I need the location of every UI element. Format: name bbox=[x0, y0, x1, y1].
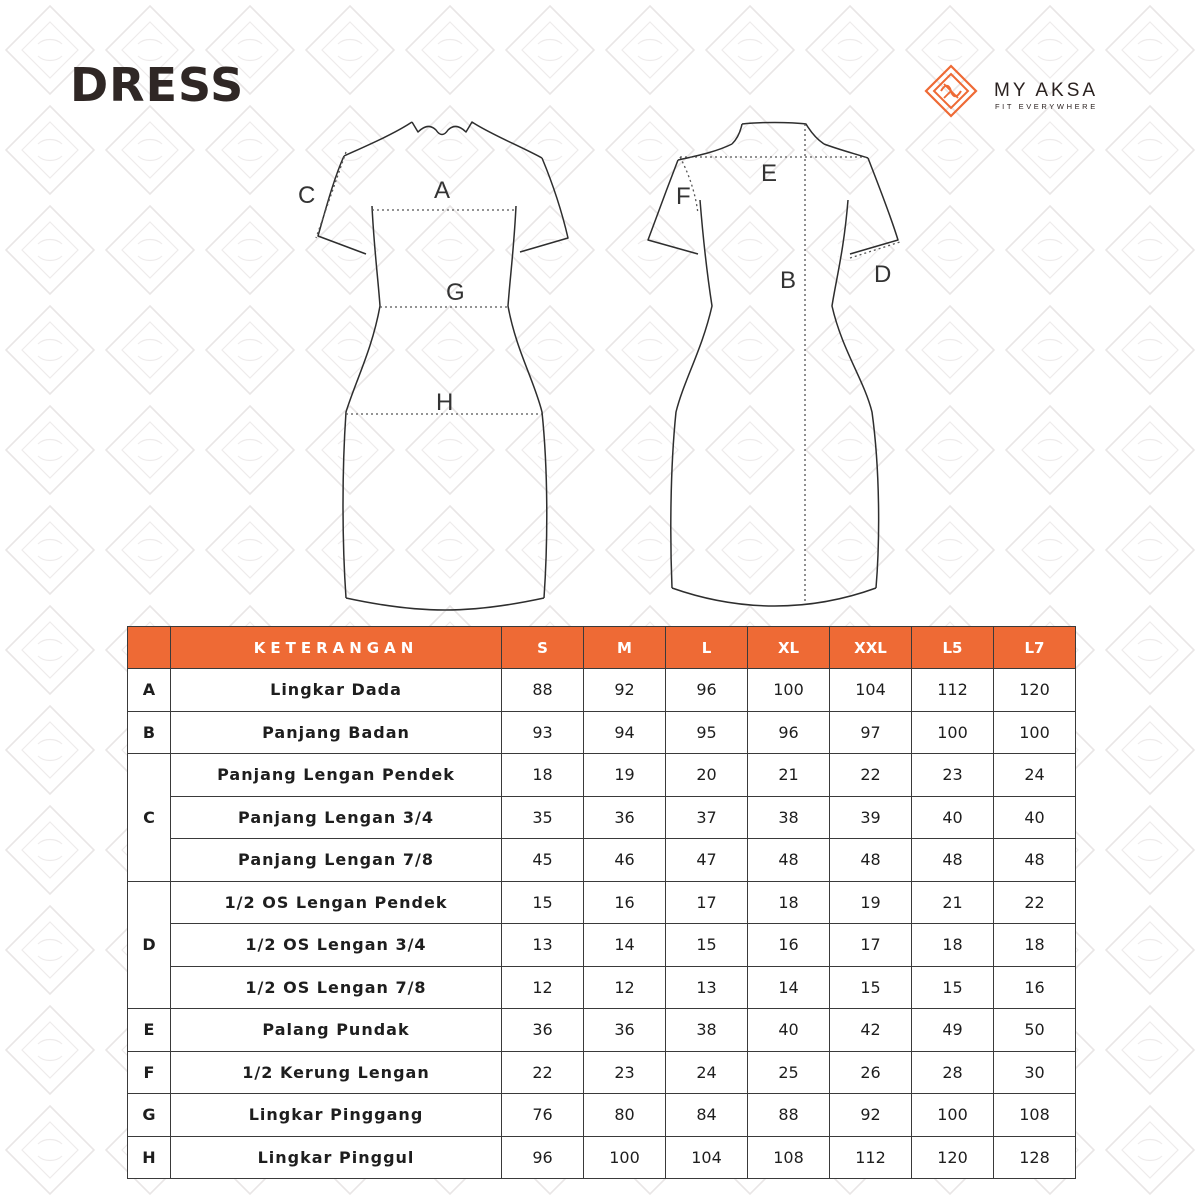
size-value-cell: 40 bbox=[912, 796, 994, 839]
size-value-cell: 19 bbox=[830, 881, 912, 924]
header-size: XXL bbox=[830, 627, 912, 669]
header-size: L bbox=[666, 627, 748, 669]
header-size: L7 bbox=[994, 627, 1076, 669]
size-value-cell: 23 bbox=[912, 754, 994, 797]
measure-label-cell: 1/2 OS Lengan Pendek bbox=[171, 881, 502, 924]
size-value-cell: 17 bbox=[666, 881, 748, 924]
header-keterangan: KETERANGAN bbox=[171, 627, 502, 669]
size-value-cell: 38 bbox=[748, 796, 830, 839]
header-size: S bbox=[502, 627, 584, 669]
measure-label-cell: Panjang Lengan 3/4 bbox=[171, 796, 502, 839]
size-value-cell: 100 bbox=[994, 711, 1076, 754]
measure-code-cell: A bbox=[128, 669, 171, 712]
size-value-cell: 108 bbox=[994, 1094, 1076, 1137]
table-row bbox=[128, 1136, 1076, 1179]
size-value-cell: 17 bbox=[830, 924, 912, 967]
label-a: A bbox=[434, 177, 451, 204]
brand-name: MY AKSA bbox=[994, 80, 1099, 101]
label-d: D bbox=[874, 261, 892, 288]
size-value-cell: 112 bbox=[912, 669, 994, 712]
measure-code-cell: B bbox=[128, 711, 171, 754]
size-value-cell: 38 bbox=[666, 1009, 748, 1052]
size-value-cell: 97 bbox=[830, 711, 912, 754]
size-value-cell: 16 bbox=[584, 881, 666, 924]
size-value-cell: 15 bbox=[502, 881, 584, 924]
size-value-cell: 21 bbox=[912, 881, 994, 924]
size-value-cell: 19 bbox=[584, 754, 666, 797]
size-value-cell: 96 bbox=[748, 711, 830, 754]
size-value-cell: 13 bbox=[666, 966, 748, 1009]
table-row bbox=[128, 669, 1076, 712]
size-value-cell: 48 bbox=[912, 839, 994, 882]
table-row bbox=[128, 796, 1076, 839]
size-value-cell: 37 bbox=[666, 796, 748, 839]
measure-label-cell: Lingkar Pinggang bbox=[171, 1094, 502, 1137]
size-value-cell: 96 bbox=[502, 1136, 584, 1179]
measure-label-cell: 1/2 OS Lengan 3/4 bbox=[171, 924, 502, 967]
size-value-cell: 88 bbox=[502, 669, 584, 712]
size-value-cell: 14 bbox=[748, 966, 830, 1009]
size-value-cell: 46 bbox=[584, 839, 666, 882]
size-value-cell: 48 bbox=[748, 839, 830, 882]
measure-label-cell: Panjang Lengan 7/8 bbox=[171, 839, 502, 882]
measure-label-cell: 1/2 Kerung Lengan bbox=[171, 1051, 502, 1094]
table-row bbox=[128, 1051, 1076, 1094]
header-size: L5 bbox=[912, 627, 994, 669]
size-value-cell: 108 bbox=[748, 1136, 830, 1179]
size-value-cell: 24 bbox=[666, 1051, 748, 1094]
size-value-cell: 40 bbox=[748, 1009, 830, 1052]
size-value-cell: 12 bbox=[502, 966, 584, 1009]
measure-label-cell: 1/2 OS Lengan 7/8 bbox=[171, 966, 502, 1009]
size-value-cell: 15 bbox=[912, 966, 994, 1009]
size-value-cell: 104 bbox=[830, 669, 912, 712]
size-chart-table bbox=[127, 626, 1076, 1179]
label-g: G bbox=[446, 279, 465, 306]
size-value-cell: 95 bbox=[666, 711, 748, 754]
front-measure-lines bbox=[316, 152, 542, 414]
table-header-row bbox=[128, 627, 1076, 669]
size-value-cell: 94 bbox=[584, 711, 666, 754]
size-value-cell: 22 bbox=[994, 881, 1076, 924]
size-value-cell: 48 bbox=[830, 839, 912, 882]
size-value-cell: 128 bbox=[994, 1136, 1076, 1179]
size-value-cell: 13 bbox=[502, 924, 584, 967]
size-value-cell: 93 bbox=[502, 711, 584, 754]
table-row bbox=[128, 1094, 1076, 1137]
table-row bbox=[128, 966, 1076, 1009]
size-value-cell: 42 bbox=[830, 1009, 912, 1052]
measure-label-cell: Panjang Badan bbox=[171, 711, 502, 754]
size-value-cell: 14 bbox=[584, 924, 666, 967]
size-value-cell: 23 bbox=[584, 1051, 666, 1094]
table-row bbox=[128, 754, 1076, 797]
size-value-cell: 100 bbox=[584, 1136, 666, 1179]
size-value-cell: 18 bbox=[502, 754, 584, 797]
measure-label-cell: Panjang Lengan Pendek bbox=[171, 754, 502, 797]
label-c: C bbox=[298, 182, 316, 209]
size-value-cell: 84 bbox=[666, 1094, 748, 1137]
size-value-cell: 80 bbox=[584, 1094, 666, 1137]
back-measure-lines bbox=[680, 124, 900, 604]
size-value-cell: 36 bbox=[584, 796, 666, 839]
header-code-cell bbox=[128, 627, 171, 669]
size-value-cell: 120 bbox=[912, 1136, 994, 1179]
table-row bbox=[128, 1009, 1076, 1052]
measure-code-cell: D bbox=[128, 881, 171, 1009]
size-value-cell: 88 bbox=[748, 1094, 830, 1137]
measure-label-cell: Lingkar Pinggul bbox=[171, 1136, 502, 1179]
measure-code-cell: G bbox=[128, 1094, 171, 1137]
table-row bbox=[128, 711, 1076, 754]
size-value-cell: 100 bbox=[748, 669, 830, 712]
measure-code-cell: C bbox=[128, 754, 171, 882]
measure-code-cell: E bbox=[128, 1009, 171, 1052]
size-value-cell: 15 bbox=[666, 924, 748, 967]
size-value-cell: 21 bbox=[748, 754, 830, 797]
size-value-cell: 45 bbox=[502, 839, 584, 882]
size-value-cell: 100 bbox=[912, 711, 994, 754]
size-value-cell: 36 bbox=[502, 1009, 584, 1052]
size-value-cell: 20 bbox=[666, 754, 748, 797]
header-size: XL bbox=[748, 627, 830, 669]
table-row bbox=[128, 881, 1076, 924]
table-body bbox=[128, 669, 1076, 1179]
size-value-cell: 96 bbox=[666, 669, 748, 712]
brand-tagline: FIT EVERYWHERE bbox=[995, 102, 1098, 111]
size-value-cell: 16 bbox=[994, 966, 1076, 1009]
label-h: H bbox=[436, 389, 454, 416]
size-value-cell: 47 bbox=[666, 839, 748, 882]
size-value-cell: 30 bbox=[994, 1051, 1076, 1094]
size-value-cell: 92 bbox=[830, 1094, 912, 1137]
size-value-cell: 40 bbox=[994, 796, 1076, 839]
size-value-cell: 100 bbox=[912, 1094, 994, 1137]
label-f: F bbox=[676, 183, 691, 210]
size-value-cell: 92 bbox=[584, 669, 666, 712]
measure-code-cell: F bbox=[128, 1051, 171, 1094]
size-value-cell: 76 bbox=[502, 1094, 584, 1137]
table-row bbox=[128, 924, 1076, 967]
size-value-cell: 18 bbox=[994, 924, 1076, 967]
size-value-cell: 28 bbox=[912, 1051, 994, 1094]
table-row bbox=[128, 839, 1076, 882]
size-value-cell: 22 bbox=[502, 1051, 584, 1094]
size-value-cell: 36 bbox=[584, 1009, 666, 1052]
size-value-cell: 35 bbox=[502, 796, 584, 839]
page-title: DRESS bbox=[70, 58, 245, 112]
header-size: M bbox=[584, 627, 666, 669]
label-b: B bbox=[780, 267, 797, 294]
measure-label-cell: Lingkar Dada bbox=[171, 669, 502, 712]
size-value-cell: 104 bbox=[666, 1136, 748, 1179]
size-value-cell: 25 bbox=[748, 1051, 830, 1094]
size-value-cell: 24 bbox=[994, 754, 1076, 797]
measure-code-cell: H bbox=[128, 1136, 171, 1179]
measure-label-cell: Palang Pundak bbox=[171, 1009, 502, 1052]
size-value-cell: 48 bbox=[994, 839, 1076, 882]
size-value-cell: 22 bbox=[830, 754, 912, 797]
size-value-cell: 16 bbox=[748, 924, 830, 967]
size-value-cell: 39 bbox=[830, 796, 912, 839]
size-value-cell: 112 bbox=[830, 1136, 912, 1179]
label-e: E bbox=[761, 160, 778, 187]
size-value-cell: 26 bbox=[830, 1051, 912, 1094]
size-value-cell: 50 bbox=[994, 1009, 1076, 1052]
size-value-cell: 120 bbox=[994, 669, 1076, 712]
size-value-cell: 12 bbox=[584, 966, 666, 1009]
size-value-cell: 18 bbox=[748, 881, 830, 924]
size-value-cell: 15 bbox=[830, 966, 912, 1009]
size-value-cell: 18 bbox=[912, 924, 994, 967]
size-value-cell: 49 bbox=[912, 1009, 994, 1052]
